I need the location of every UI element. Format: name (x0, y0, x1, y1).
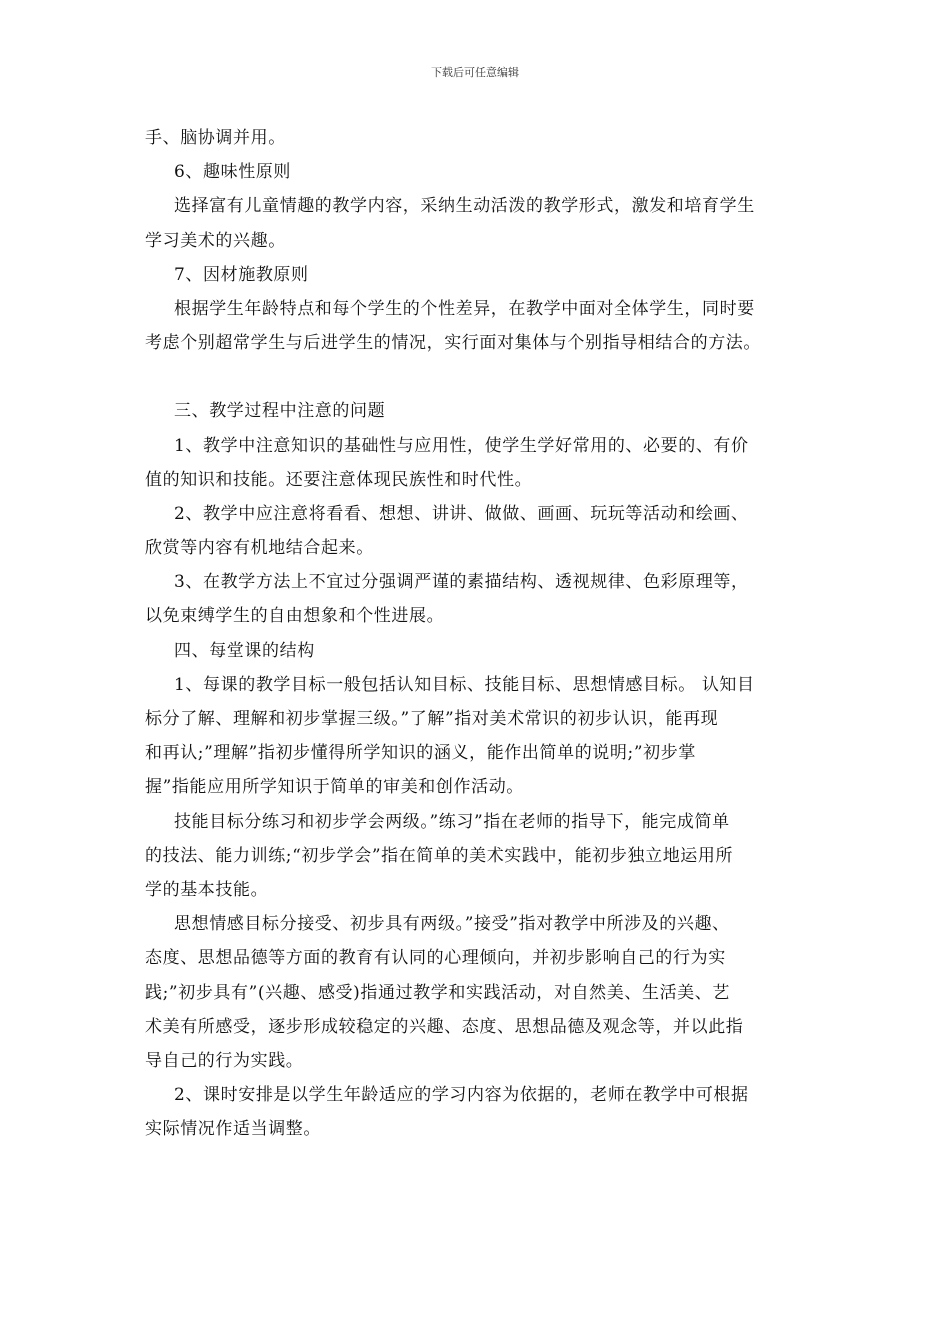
page-header: 下载后可任意编辑 (431, 66, 519, 79)
text-line: 3、在教学方法上不宜过分强调严谨的素描结构、透视规律、色彩原理等， (174, 572, 749, 593)
text-line: 1、每课的教学目标一般包括认知目标、技能目标、思想情感目标。 认知目 (174, 674, 755, 695)
text-line: 学的基本技能。 (145, 879, 269, 900)
text-line: 考虑个别超常学生与后进学生的情况，实行面对集体与个别指导相结合的方法。 (145, 333, 761, 354)
text-line: 以免束缚学生的自由想象和个性进展。 (145, 606, 445, 627)
text-line: 导自己的行为实践。 (145, 1050, 304, 1071)
text-line: 术美有所感受，逐步形成较稳定的兴趣、态度、思想品德及观念等，并以此指 (145, 1016, 744, 1037)
text-line: 欣赏等内容有机地结合起来。 (145, 538, 374, 559)
text-line: 标分了解、理解和初步掌握三级。”了解”指对美术常识的初步认识，能再现 (145, 709, 719, 729)
text-line: 的技法、能力训练;“初步学会”指在简单的美术实践中，能初步独立地运用所 (145, 845, 734, 866)
text-line: 2、课时安排是以学生年龄适应的学习内容为依据的，老师在教学中可根据 (174, 1085, 749, 1106)
text-line: 实际情况作适当调整。 (145, 1119, 321, 1140)
text-line: 思想情感目标分接受、初步具有两级。”接受”指对教学中所涉及的兴趣、 (174, 914, 730, 935)
document-body (145, 121, 821, 1146)
section-heading: 7、因材施教原则 (174, 264, 309, 285)
text-line: 手、脑协调并用。 (145, 128, 286, 148)
text-line: 值的知识和技能。还要注意体现民族性和时代性。 (145, 469, 533, 490)
section-heading: 四、每堂课的结构 (174, 640, 315, 661)
text-line: 学习美术的兴趣。 (145, 230, 286, 251)
text-line: 践;”初步具有”(兴趣、感受)指通过教学和实践活动，对自然美、生活美、艺 (145, 982, 730, 1003)
text-line: 1、教学中注意知识的基础性与应用性，使学生学好常用的、必要的、有价 (174, 435, 749, 456)
text-line: 选择富有儿童情趣的教学内容，采纳生动活泼的教学形式，激发和培育学生 (174, 196, 755, 217)
text-line: 态度、思想品德等方面的教育有认同的心理倾向，并初步影响自己的行为实 (145, 948, 726, 969)
text-line: 技能目标分练习和初步学会两级。”练习”指在老师的指导下，能完成简单 (174, 811, 730, 832)
text-line: 2、教学中应注意将看看、想想、讲讲、做做、画画、玩玩等活动和绘画、 (174, 503, 749, 524)
section-heading: 6、趣味性原则 (174, 162, 292, 183)
section-heading: 三、教学过程中注意的问题 (174, 401, 386, 422)
text-line: 握”指能应用所学知识于简单的审美和创作活动。 (145, 777, 524, 798)
text-line: 和再认;”理解”指初步懂得所学知识的涵义，能作出简单的说明;”初步掌 (145, 743, 696, 764)
paragraph-gap (145, 360, 821, 394)
text-line: 根据学生年龄特点和每个学生的个性差异，在教学中面对全体学生，同时要 (174, 298, 755, 319)
